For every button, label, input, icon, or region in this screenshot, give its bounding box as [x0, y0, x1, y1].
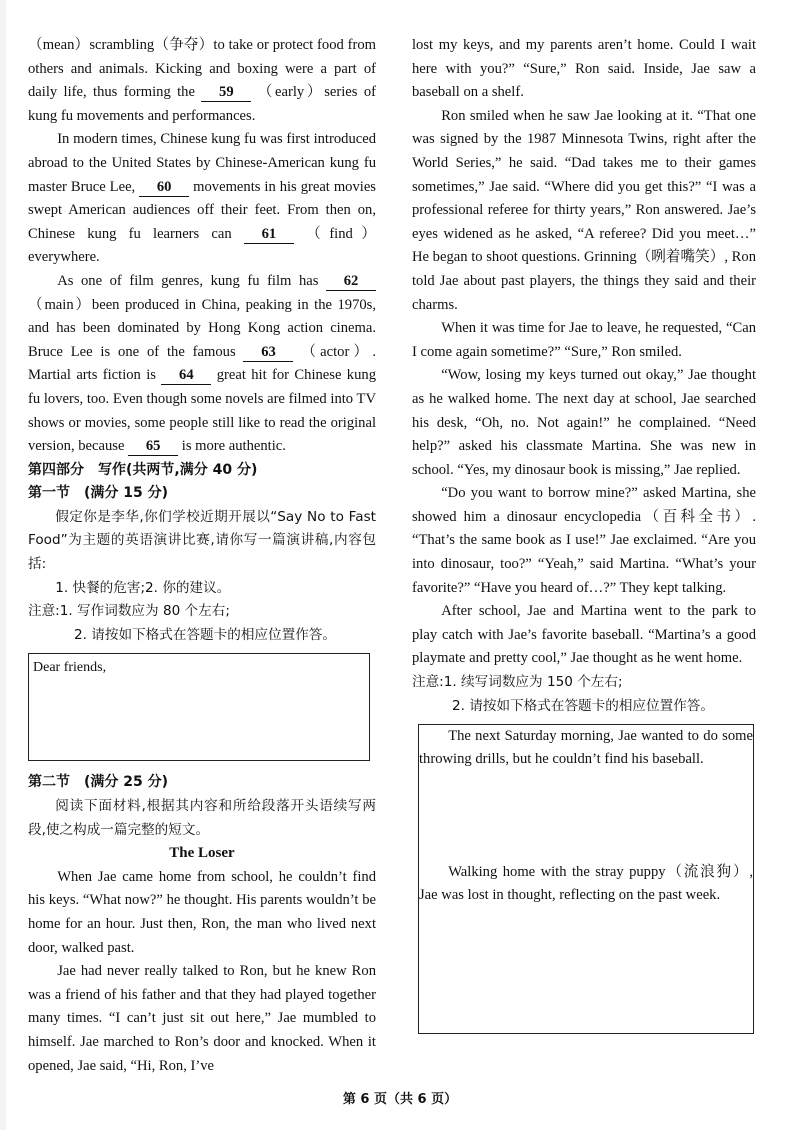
section1-heading: 第一节 (满分 15 分) [28, 485, 169, 502]
continuation-opener-2: Walking home with the stray puppy（流浪狗）, Jae was lost in thought, reflecting on the past week. [419, 864, 753, 904]
story-paragraph: After school, Jae and Martina went to the park to play catch with Jae’s favorite baseball. “Martina’s a good playmate and pretty cool,” Jae thought as he went home. [412, 603, 756, 667]
section1-prompt: 假定你是李华,你们学校近期开展以“Say No to Fast Food”为主题的英语演讲比赛,请你写一篇演讲稿,内容包括: [28, 508, 376, 573]
passage-text: （main）been produced in China, peaking in the 1970s, and has been dominated by Hong Kong action cinema. Bruce Lee is one of the famous [28, 296, 376, 360]
note-2: 2. 请按如下格式在答题卡的相应位置作答。 [452, 697, 714, 714]
note-1: 注意:1. 写作词数应为 80 个左右; [28, 603, 230, 620]
passage-paragraph [28, 270, 376, 459]
blank-65[interactable]: 65 [128, 437, 178, 456]
passage-text: In modern times, Chinese kung fu was first introduced abroad to the United States by Chinese-American kung fu master Bruce Lee, [28, 131, 376, 195]
passage-text: （early）series of kung fu movements and performances. [28, 84, 376, 124]
section2-heading: 第二节 (满分 25 分) [28, 774, 169, 791]
story-paragraph: When Jae came home from school, he couldn’t find his keys. “What now?” he thought. His parents wouldn’t be home for an hour. Just then, Ron, the man who lived next door, walked past. [28, 868, 376, 956]
passage-text: （find）everywhere. [28, 225, 377, 266]
passage-text: is more authentic. [181, 438, 286, 455]
blank-62[interactable]: 62 [326, 272, 376, 291]
blank-60[interactable]: 60 [139, 178, 189, 197]
part4-heading: 第四部分 写作(共两节,满分 40 分) [28, 461, 258, 478]
answer-box-continuation[interactable] [418, 724, 754, 1034]
passage-text: （actor）. Martial arts fiction is [28, 343, 376, 384]
blank-61[interactable]: 61 [244, 225, 294, 244]
story-title: The Loser [169, 845, 235, 862]
story-paragraph: Ron smiled when he saw Jae looking at it. “That one was signed by the 1987 Minnesota Twins, right after the World Series,” he said. “Dad takes me to their games sometimes,” Jae said. “Where did you get this?” “I was a professional referee for thirty years,” Ron answered. Jae’s eyes widened as he asked, “A referee? Did you meet…” He began to shoot questions. Grinning（咧着嘴笑）, Ron told Jae about past players, the things they said and their charms. [412, 107, 756, 313]
right-column [412, 34, 756, 1034]
story-paragraph: “Wow, losing my keys turned out okay,” Jae thought as he walked home. The next day at school, Jae searched his desk, “Oh, no. Not again!” he complained. “Need help?” asked his classmate Martina. She was new in school. “Yes, my dinosaur book is missing,” Jae replied. [412, 367, 756, 478]
passage-text: （mean）scrambling（争夺）to take or protect food from others and animals. Kicking and boxing were a part of daily life, thus forming the [28, 37, 376, 101]
story-paragraph: “Do you want to borrow mine?” asked Martina, she showed him a dinosaur encyclopedia（百科全书）. “That’s the same book as I use!” Jae exclaimed. “Are you into dinosaur, too?” “Yeah,” said Martina. “What’s your favorite?” “Have you heard of…?” They kept talking. [412, 485, 756, 596]
blank-63[interactable]: 63 [243, 343, 293, 362]
passage-paragraph [28, 34, 376, 128]
passage-text: As one of film genres, kung fu film has [57, 272, 319, 289]
blank-59[interactable]: 59 [201, 83, 251, 102]
section2-prompt: 阅读下面材料,根据其内容和所给段落开头语续写两段,使之构成一篇完整的短文。 [28, 798, 376, 838]
section1-points: 1. 快餐的危害;2. 你的建议。 [55, 579, 231, 596]
page-number: 第 6 页（共 6 页） [342, 1092, 458, 1107]
blank-64[interactable]: 64 [161, 366, 211, 385]
story-paragraph: lost my keys, and my parents aren’t home. Could I wait here with you?” “Sure,” Ron said. Inside, Jae saw a baseball on a shelf. [412, 37, 756, 101]
note-2: 2. 请按如下格式在答题卡的相应位置作答。 [74, 626, 336, 643]
page-gutter [0, 0, 6, 1130]
answer-box-salutation: Dear friends, [33, 660, 107, 676]
continuation-opener-1: The next Saturday morning, Jae wanted to do some throwing drills, but he couldn’t find his baseball. [419, 728, 753, 768]
left-column [28, 34, 376, 1078]
story-paragraph: Jae had never really talked to Ron, but he knew Ron was a friend of his father and that they had played together many times. “I can’t just sit out here,” Jae mumbled to himself. Jae marched to Ron’s door and knocked. When it opened, Jae said, “Hi, Ron, I’ve [28, 963, 376, 1074]
story-paragraph: When it was time for Jae to leave, he requested, “Can I come again sometime?” “Sure,” Ron smiled. [412, 320, 756, 360]
passage-text: movements in his great movies swept American audiences off their feet. From then on, Chinese kung fu learners can [28, 178, 376, 242]
note-1: 注意:1. 续写词数应为 150 个左右; [412, 674, 623, 691]
answer-box-writing[interactable] [28, 653, 370, 761]
passage-text: great hit for Chinese kung fu lovers, too. Even though some novels are filmed into TV shows or movies, some people still like to read the original version, because [28, 367, 376, 455]
passage-paragraph [28, 128, 376, 270]
